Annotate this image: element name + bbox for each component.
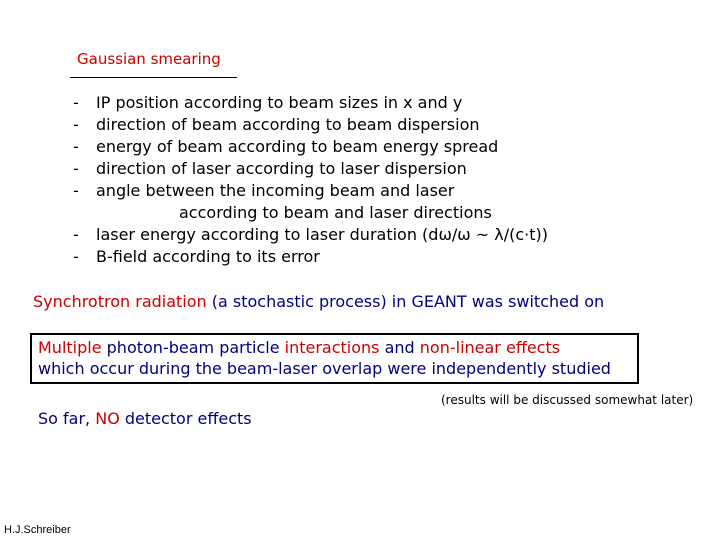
synchrotron-rest: (a stochastic process) in GEANT was switched on: [206, 292, 605, 311]
box-emph-multiple: Multiple: [38, 338, 102, 357]
box-line-1: [38, 338, 560, 357]
results-note: (results will be discussed somewhat later): [441, 393, 694, 407]
bullet-dash: -: [73, 247, 79, 266]
detector-effects-statement: [38, 409, 252, 428]
box-line-2: which occur during the beam-laser overlap were independently studied: [38, 359, 611, 378]
bullet-dash: -: [73, 225, 79, 244]
section-heading: Gaussian smearing: [77, 50, 221, 68]
box-emph-nonlinear: non-linear effects: [419, 338, 561, 357]
bullet-dash: -: [73, 137, 79, 156]
box-text: photon-beam particle: [101, 338, 285, 357]
detector-post: detector effects: [119, 409, 252, 428]
detector-pre: So far,: [38, 409, 96, 428]
bullet-text: laser energy according to laser duration (dω/ω ~ λ/(c·t)): [96, 225, 548, 244]
bullet-dash: -: [73, 181, 79, 200]
box-text: and: [379, 338, 420, 357]
detector-emphasis: NO: [95, 409, 120, 428]
author-footer: H.J.Schreiber: [4, 524, 71, 536]
bullet-text: direction of laser according to laser dispersion: [96, 159, 467, 178]
bullet-text: according to beam and laser directions: [179, 203, 492, 222]
bullet-text: energy of beam according to beam energy spread: [96, 137, 499, 156]
bullet-dash: -: [73, 93, 79, 112]
heading-underline: [70, 77, 237, 78]
synchrotron-emphasis: Synchrotron radiation: [33, 292, 207, 311]
bullet-dash: -: [73, 159, 79, 178]
synchrotron-statement: [33, 292, 604, 311]
bullet-text: direction of beam according to beam dispersion: [96, 115, 480, 134]
bullet-text: angle between the incoming beam and laser: [96, 181, 455, 200]
bullet-dash: -: [73, 115, 79, 134]
bullet-text: IP position according to beam sizes in x and y: [96, 93, 463, 112]
bullet-text: B-field according to its error: [96, 247, 320, 266]
box-emph-interactions: interactions: [284, 338, 380, 357]
